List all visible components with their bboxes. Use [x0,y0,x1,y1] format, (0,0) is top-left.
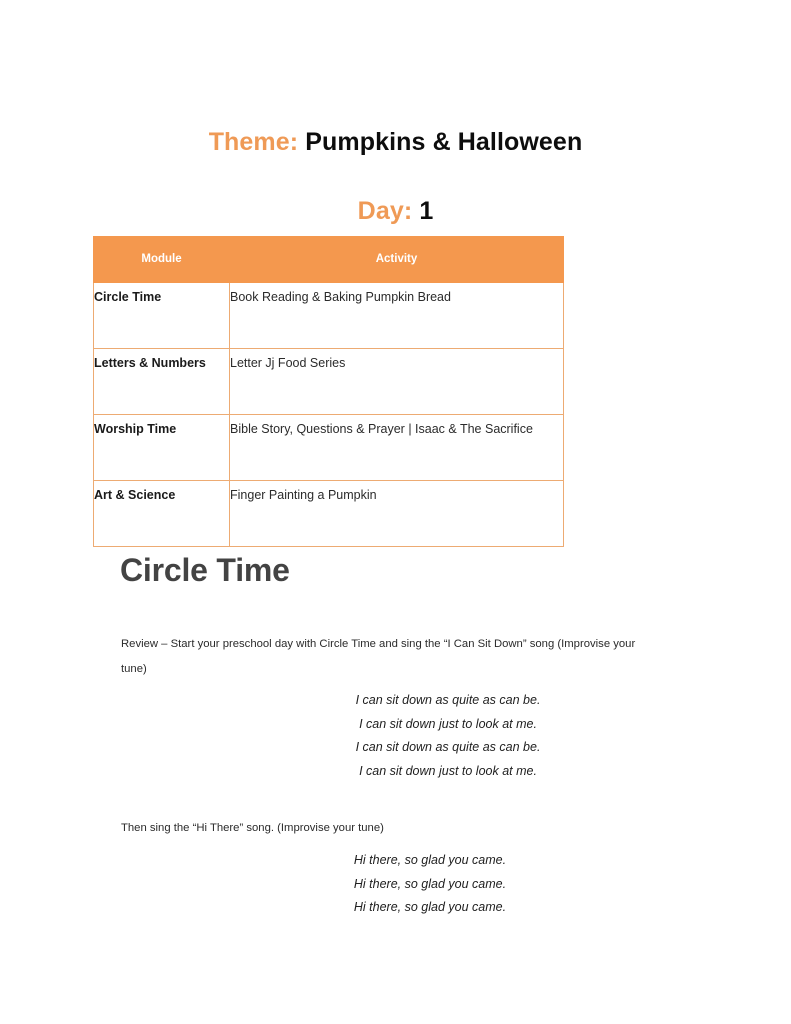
cell-activity: Book Reading & Baking Pumpkin Bread [230,283,564,349]
theme-value: Pumpkins & Halloween [305,128,583,156]
day-title [0,197,791,226]
song-lyrics-i-can-sit-down [228,689,668,783]
lyric-line: I can sit down as quite as can be. [355,693,541,707]
column-header-activity: Activity [230,237,564,283]
lyric-line: I can sit down just to look at me. [359,716,537,731]
lyric-line: I can sit down as quite as can be. [355,740,541,754]
review-paragraph: Review – Start your preschool day with Circle Time and sing the “I Can Sit Down” song (Improvise your tune) [121,638,636,675]
theme-title [0,128,791,157]
lyric-line: Hi there, so glad you came. [353,900,507,914]
lyric-line: Hi there, so glad you came. [353,853,507,867]
cell-module: Letters & Numbers [94,349,230,415]
cell-module: Art & Science [94,481,230,547]
schedule-table [93,236,564,547]
table-row [94,349,564,415]
column-header-module: Module [94,237,230,283]
table-row [94,415,564,481]
then-sing-paragraph: Then sing the “Hi There” song. (Improvise your tune) [121,822,384,834]
lyric-line: I can sit down just to look at me. [359,763,537,778]
cell-module: Circle Time [94,283,230,349]
table-header-row [94,237,564,283]
cell-activity: Letter Jj Food Series [230,349,564,415]
cell-activity: Finger Painting a Pumpkin [230,481,564,547]
song-lyrics-hi-there [210,849,650,920]
table-row [94,283,564,349]
cell-module: Worship Time [94,415,230,481]
lyric-line: Hi there, so glad you came. [353,876,507,891]
cell-activity: Bible Story, Questions & Prayer | Isaac & The Sacrifice [230,415,564,481]
theme-label: Theme: [208,128,299,156]
section-heading-circle-time: Circle Time [120,552,290,588]
day-label: Day: [357,197,413,225]
day-value: 1 [419,197,434,225]
table-row [94,481,564,547]
